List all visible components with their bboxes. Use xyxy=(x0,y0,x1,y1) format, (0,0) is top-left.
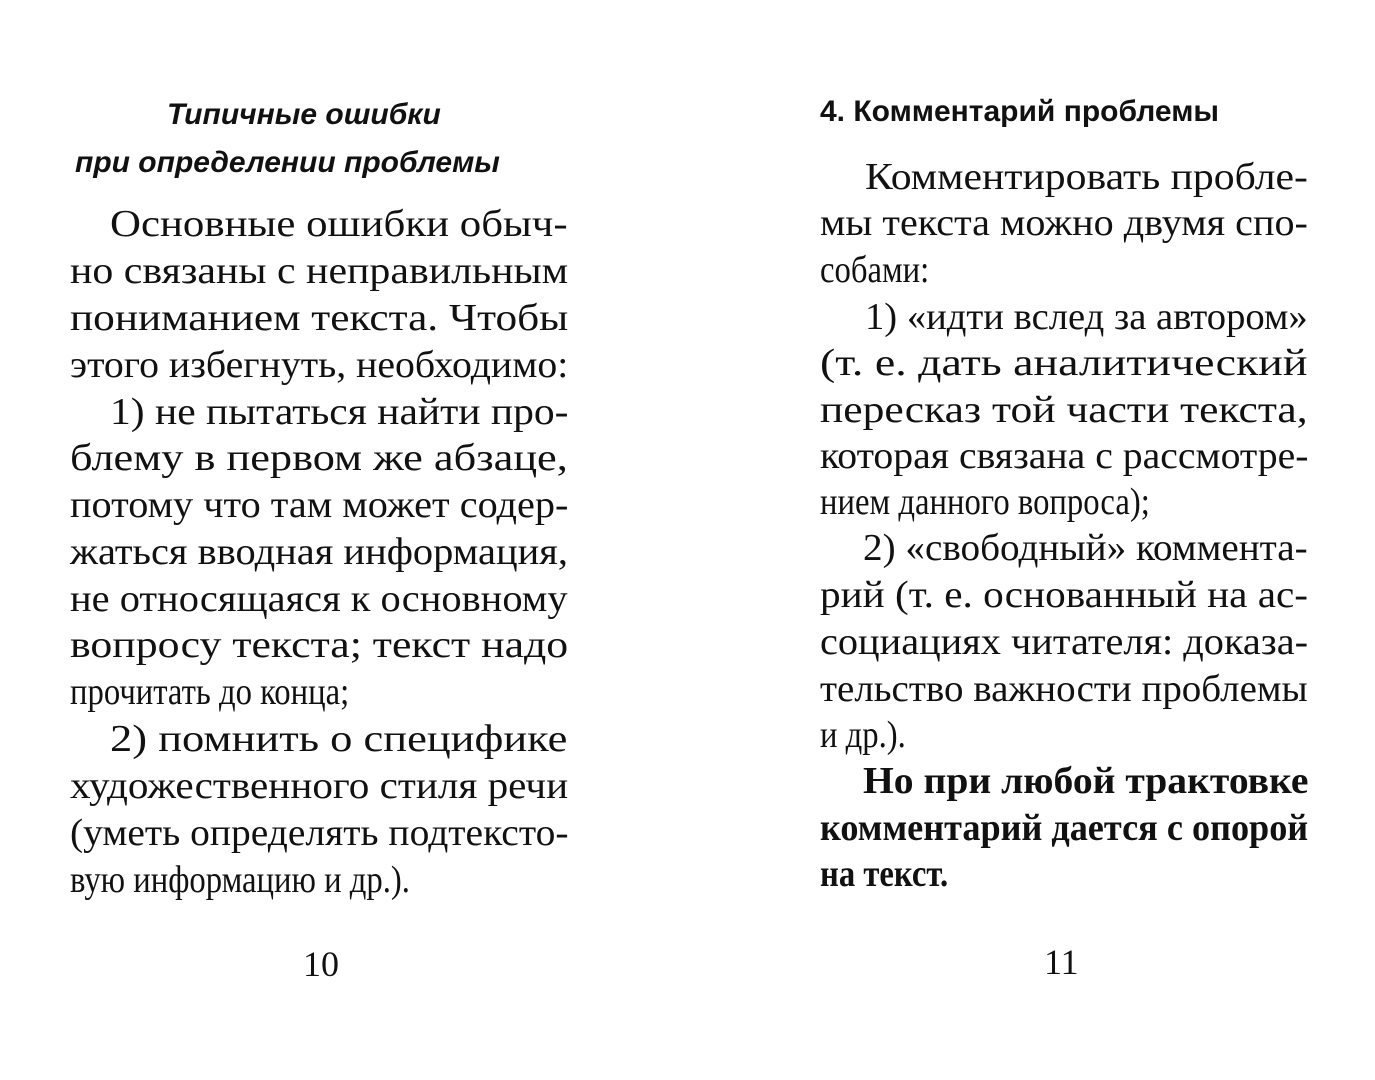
left-body-line: (уметь определять подтексто- xyxy=(70,812,569,854)
left-body-line: 1) не пытаться найти про- xyxy=(110,391,569,433)
right-body-line: нием данного вопроса); xyxy=(820,481,1150,523)
left-body-line: потому что там может содер- xyxy=(70,484,569,526)
right-body-line: и др.). xyxy=(820,714,906,756)
left-body-line: вую информацию и др.). xyxy=(70,859,410,901)
left-body-line: не относящаяся к основному xyxy=(70,578,568,620)
right-bold-line: на текст. xyxy=(820,853,949,895)
left-body-line: вопросу текста; текст надо xyxy=(70,624,569,666)
left-body-line: Основные ошибки обыч- xyxy=(110,203,568,245)
right-body-line: собами: xyxy=(820,249,930,291)
right-body-line: тельство важности проблемы xyxy=(820,668,1308,710)
right-bold-line: комментарий дается с опорой xyxy=(820,807,1309,849)
left-body-line: этого избегнуть, необходимо: xyxy=(70,344,569,386)
right-body-line: (т. е. дать аналитический xyxy=(820,342,1308,384)
left-heading-line-2: при определении проблемы xyxy=(75,146,500,179)
left-body-line: но связаны с неправильным xyxy=(70,250,569,292)
right-heading: 4. Комментарий проблемы xyxy=(820,95,1220,128)
left-body-line: прочитать до конца; xyxy=(70,671,350,713)
left-body-line: 2) помнить о специфике xyxy=(110,718,568,760)
left-heading-line-1: Типичные ошибки xyxy=(167,98,441,131)
right-bold-line: Но при любой трактовке xyxy=(863,760,1309,802)
right-body-line: рий (т. е. основанный на ас- xyxy=(820,574,1309,616)
right-page xyxy=(688,0,1375,1080)
right-body-line: 1) «идти вслед за автором» xyxy=(865,296,1308,338)
right-body-line: Комментировать пробле- xyxy=(865,156,1308,198)
left-body-line: художественного стиля речи xyxy=(70,765,569,807)
left-body-line: пониманием текста. Чтобы xyxy=(70,297,569,339)
right-body-line: 2) «свободный» коммента- xyxy=(863,527,1308,569)
page-number: 10 xyxy=(303,944,339,984)
right-body-line: мы текста можно двумя спо- xyxy=(820,202,1308,244)
right-body-line: социациях читателя: доказа- xyxy=(820,621,1309,663)
left-body-line: жаться вводная информация, xyxy=(70,531,568,573)
page-number: 11 xyxy=(1044,942,1079,982)
right-body-line: которая связана с рассмотре- xyxy=(820,435,1309,477)
right-body-line: пересказ той части текста, xyxy=(820,389,1308,431)
left-body-line: блему в первом же абзаце, xyxy=(70,437,568,479)
